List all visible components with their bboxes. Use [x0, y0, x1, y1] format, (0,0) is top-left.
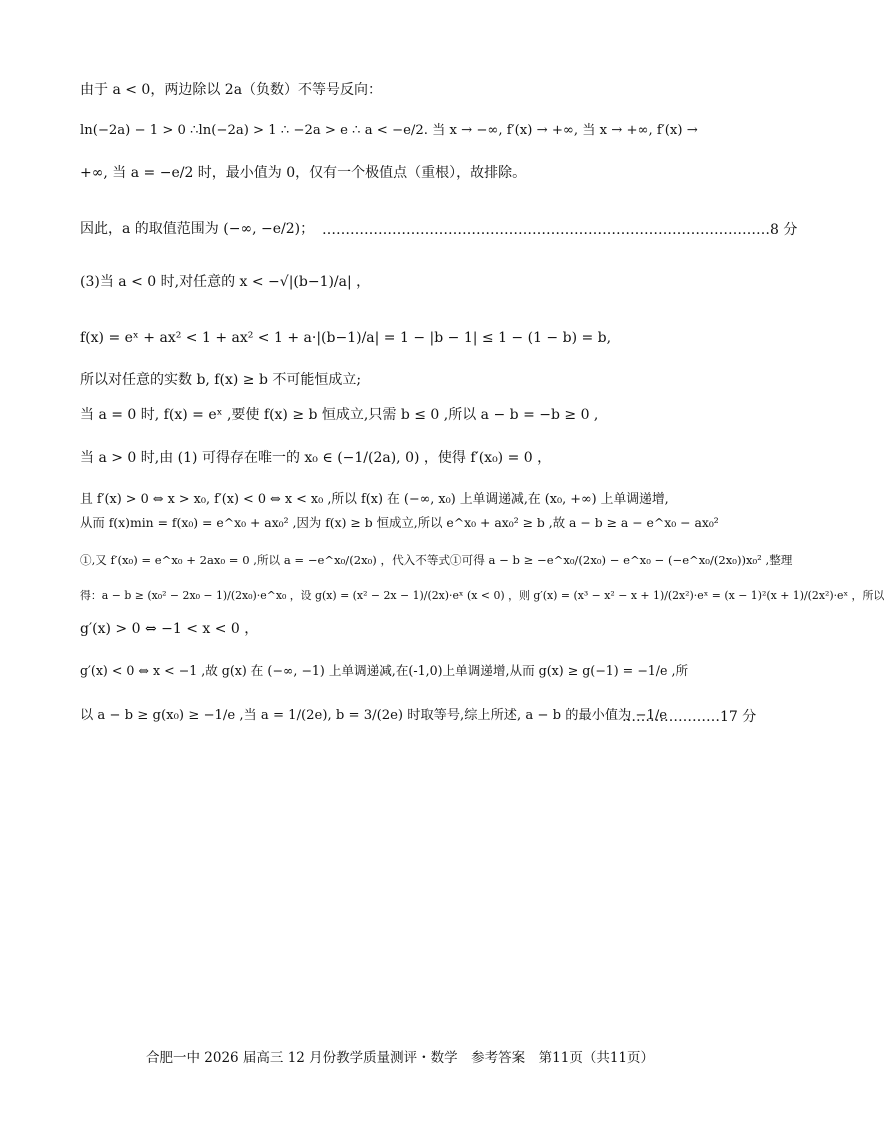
line-14: g′(x) > 0 ⇔ −1 < x < 0 ，: [80, 621, 259, 637]
line-1: 由于 a < 0，两边除以 2a（负数）不等号反向：: [80, 82, 383, 98]
line-9: 当 a > 0 时,由 (1) 可得存在唯一的 x₀ ∈ (−1/(2a), 0) ，使得 f′(x₀) = 0 ，: [80, 450, 552, 466]
line-16: 以 a − b ≥ g(x₀) ≥ −1/e ,当 a = 1/(2e), b = 3/(2e) 时取等号,综上所述, a − b 的最小值为 −1/e: [80, 708, 668, 723]
score-17: …………………17 分: [622, 709, 757, 725]
line-10: 且 f′(x) > 0 ⇔ x > x₀, f′(x) < 0 ⇔ x < x₀ ,所以 f(x) 在 (−∞, x₀) 上单调递减,在 (x₀, +∞) 上单调递增,: [80, 492, 669, 507]
line-13: 得：a − b ≥ (x₀² − 2x₀ − 1)/(2x₀)·e^x₀ ，设 g(x) = (x² − 2x − 1)/(2x)·eˣ (x < 0) ，则 g′(x) = (x³ − x² − x + 1)/(2x²)·eˣ = (x − 1)²(x + 1)/(2x²)·eˣ ，所以: [80, 589, 884, 602]
score-8: ……………………………………………………………………………………8 分: [322, 222, 798, 238]
line-8: 当 a = 0 时, f(x) = eˣ ,要使 f(x) ≥ b 恒成立,只需 b ≤ 0 ,所以 a − b = −b ≥ 0 ,: [80, 407, 599, 423]
line-2: ln(−2a) − 1 > 0 ∴ln(−2a) > 1 ∴ −2a > e ∴ a < −e/2. 当 x → −∞, f′(x) → +∞, 当 x → +∞, f′(x) →: [80, 123, 698, 138]
line-3: +∞, 当 a = −e/2 时，最小值为 0，仅有一个极值点（重根），故排除。: [80, 165, 527, 181]
line-15: g′(x) < 0 ⇔ x < −1 ,故 g(x) 在 (−∞, −1) 上单调递减,在(-1,0)上单调递增,从而 g(x) ≥ g(−1) = −1/e ,所: [80, 663, 689, 678]
line-11: 从而 f(x)min = f(x₀) = e^x₀ + ax₀² ,因为 f(x) ≥ b 恒成立,所以 e^x₀ + ax₀² ≥ b ,故 a − b ≥ a − e^x₀ − ax₀²: [80, 515, 719, 530]
line-4: 因此，a 的取值范围为 (−∞, −e/2)；: [80, 221, 315, 237]
line-7: 所以对任意的实数 b, f(x) ≥ b 不可能恒成立;: [80, 372, 362, 388]
line-5: (3)当 a < 0 时,对任意的 x < −√|(b−1)/a| ，: [80, 274, 371, 290]
line-6: f(x) = eˣ + ax² < 1 + ax² < 1 + a·|(b−1)/a| = 1 − |b − 1| ≤ 1 − (1 − b) = b,: [80, 330, 612, 346]
page-footer: 合肥一中 2026 届高三 12 月份教学质量测评・数学 参考答案 第11页（共11页）: [145, 1050, 655, 1066]
line-12: ①,又 f′(x₀) = e^x₀ + 2ax₀ = 0 ,所以 a = −e^x₀/(2x₀) ，代入不等式①可得 a − b ≥ −e^x₀/(2x₀) − e^x₀ − (−e^x₀/(2x₀))x₀² ,整理: [80, 553, 793, 567]
